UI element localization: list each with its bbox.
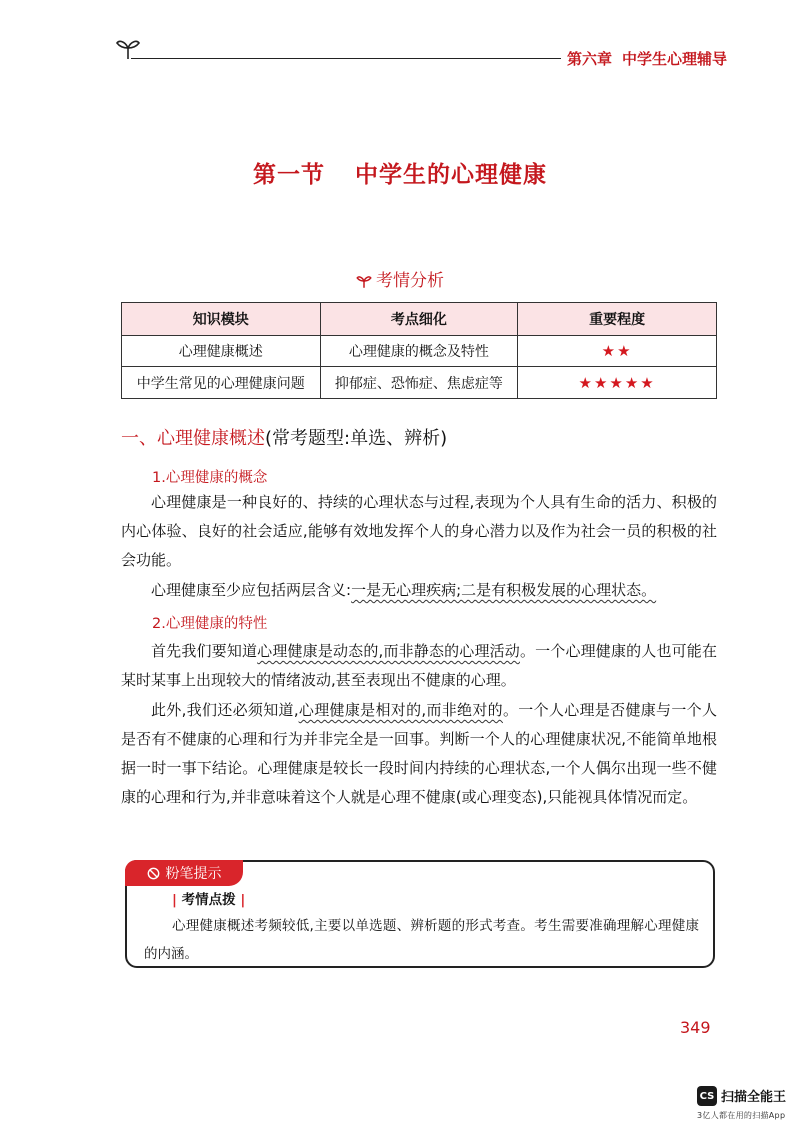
underlined-key-point: 心理健康是动态的,而非静态的心理活动 [257,642,520,660]
table-cell-module: 心理健康概述 [122,336,321,367]
chapter-number: 第六章 [567,50,613,68]
subheading-characteristics [152,612,267,633]
paragraph-two-meanings [121,576,717,605]
tip-label-text: 粉笔提示 [165,866,222,882]
table-header-cell: 考点细化 [320,303,518,336]
part-heading-title: 心理健康概述 [157,428,265,449]
no-entry-icon [147,867,160,880]
scanner-tagline: 3亿人都在用的扫描App [697,1111,786,1120]
tip-subheading-text: 考情点拨 [181,892,236,908]
table-header-cell: 知识模块 [122,303,321,336]
paragraph-lead: 首先我们要知道 [151,642,258,660]
subheading-concept [152,466,267,487]
running-header [567,48,727,69]
analysis-heading-text: 考情分析 [376,271,444,291]
importance-stars: ★★★★★ [518,367,717,399]
subheading-number: 1. [152,470,166,486]
subhead-bar-left: | [172,892,177,908]
header-rule [131,58,561,59]
analysis-heading [0,266,800,291]
sprout-icon [356,273,372,289]
section-title [0,156,800,189]
exam-analysis-table [121,302,717,399]
table-cell-module: 中学生常见的心理健康问题 [122,367,321,399]
subhead-bar-right: | [240,892,246,908]
table-header-row [122,303,717,336]
sprout-icon [115,36,141,60]
part-heading-note: (常考题型:单选、辨析) [265,428,448,449]
table-row [122,367,717,399]
part-heading [121,424,447,450]
chapter-title: 中学生心理辅导 [622,50,728,68]
section-number: 第一节 [253,162,325,188]
paragraph-definition: 心理健康是一种良好的、持续的心理状态与过程,表现为个人具有生命的活力、积极的内心体验、良好的社会适应,能够有效地发挥个人的身心潜力以及作为社会一员的积极的社会功能。 [121,493,717,569]
tip-text: 心理健康概述考频较低,主要以单选题、辨析题的形式考查。考生需要准确理解心理健康的内涵。 [144,918,699,962]
underlined-key-point: 心理健康是相对的,而非绝对的 [298,701,503,719]
table-cell-detail: 抑郁症、恐怖症、焦虑症等 [320,367,518,399]
paragraph-rest: 。一个心理健康的人也可能在某时某事上出现较大的情绪波动,甚至表现出不健康的心理。 [121,642,717,689]
table-header-cell: 重要程度 [518,303,717,336]
scanner-logo-icon: CS [697,1086,717,1106]
table-row [122,336,717,367]
tip-label [125,860,243,886]
part-heading-prefix: 一、 [121,428,157,449]
importance-stars: ★★ [518,336,717,367]
table-cell-detail: 心理健康的概念及特性 [320,336,518,367]
paragraph-rest: 。一个人心理是否健康与一个人是否有不健康的心理和行为并非完全是一回事。判断一个人的心理健康状况,不能简单地根据一时一事下结论。心理健康是较长一段时间内持续的心理状态,一个人偶尔出现一些不健康的心理和行为,并非意味着这个人就是心理不健康(或心理变态),只能视具体情况而定。 [121,701,717,806]
underlined-key-point: 一是无心理疾病;二是有积极发展的心理状态。 [351,581,657,599]
scanner-app-name: 扫描全能王 [721,1090,787,1105]
section-name: 中学生的心理健康 [355,162,547,188]
paragraph-lead: 此外,我们还必须知道, [151,701,299,719]
paragraph-dynamic [121,637,717,695]
paragraph-relative [121,696,717,812]
subheading-text: 心理健康的概念 [165,470,268,486]
page-number: 349 [680,1018,711,1037]
paragraph-lead: 心理健康至少应包括两层含义: [151,581,352,599]
tip-subheading [172,888,245,908]
subheading-number: 2. [152,616,166,632]
subheading-text: 心理健康的特性 [165,616,268,632]
